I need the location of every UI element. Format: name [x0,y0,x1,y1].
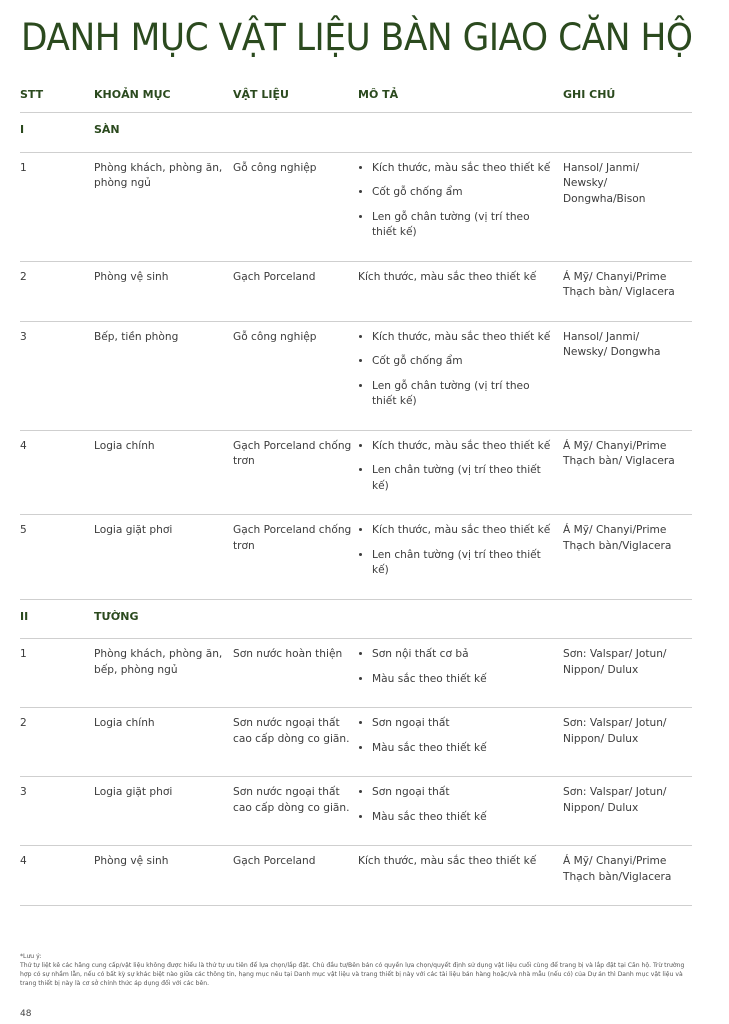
material-cell: Sơn nước ngoại thất cao cấp dòng co giãn. [233,777,358,846]
note-cell: Á Mỹ/ Chanyi/Prime Thạch bàn/Viglacera [563,846,692,906]
description-item: • Kích thước, màu sắc theo thiết kế [372,330,557,346]
description-cell: Kích thước, màu sắc theo thiết kế [358,846,563,906]
row-number: 3 [20,777,94,846]
note-cell: Sơn: Valspar/ Jotun/ Nippon/ Dulux [563,708,692,777]
item-cell: Logia chính [94,708,233,777]
description-item: • Sơn ngoại thất [372,716,557,732]
description-item: • Kích thước, màu sắc theo thiết kế [372,439,557,455]
section-label: TƯỜNG [94,599,692,639]
note-cell: Á Mỹ/ Chanyi/Prime Thạch bàn/ Viglacera [563,261,692,321]
header-note: GHI CHÚ [563,80,692,113]
material-cell: Sơn nước ngoại thất cao cấp dòng co giãn. [233,708,358,777]
footnote [20,952,690,988]
item-cell: Phòng vệ sinh [94,261,233,321]
description-item: • Len chân tường (vị trí theo thiết kế) [372,548,557,579]
description-item: • Len gỗ chân tường (vị trí theo thiết kế) [372,379,557,410]
material-cell: Gỗ công nghiệp [233,152,358,261]
row-number: 1 [20,152,94,261]
note-cell: Hansol/ Janmi/ Newsky/ Dongwha/Bison [563,152,692,261]
description-cell [358,430,563,515]
note-cell: Sơn: Valspar/ Jotun/ Nippon/ Dulux [563,777,692,846]
material-cell: Gỗ công nghiệp [233,321,358,430]
footnote-text: Thứ tự liệt kê các hãng cung cấp/vật liệu không được hiểu là thứ tự ưu tiên để lựa chọn/lắp đặt. Chủ đầu tư/Bên bán có quyền lựa chọn/quyết định sử dụng vật liệu cuối cùng để trang bị và lắp đặt tại Căn hộ. Trừ trường hợp có sự nhầm lẫn, nếu có bất kỳ sự khác biệt nào giữa các thông tin, hạng mục nêu tại Danh mục vật liệu và trang thiết bị này với các tài liệu bán hàng hoặc/và nhà mẫu (nếu có) của Dự án thì Danh mục vật liệu và trang thiết bị này là cơ sở chính thức áp dụng đối với các bên. [20,962,685,987]
item-cell: Logia giặt phơi [94,777,233,846]
table-row [20,261,692,321]
material-cell: Gạch Porceland [233,261,358,321]
description-list [358,716,557,756]
description-list [358,523,557,579]
section-row [20,113,692,153]
table-row [20,639,692,708]
table-row [20,430,692,515]
section-label: SÀN [94,113,692,153]
material-cell: Gạch Porceland chống trơn [233,515,358,600]
section-number: II [20,599,94,639]
material-cell: Gạch Porceland [233,846,358,906]
footnote-label: *Lưu ý: [20,953,42,960]
note-cell: Á Mỹ/ Chanyi/Prime Thạch bàn/ Viglacera [563,430,692,515]
page-number: 48 [20,1009,32,1019]
description-item: • Len gỗ chân tường (vị trí theo thiết kế) [372,210,557,241]
description-item: • Màu sắc theo thiết kế [372,810,557,826]
item-cell: Phòng khách, phòng ăn, phòng ngủ [94,152,233,261]
description-list [358,785,557,825]
description-item: • Kích thước, màu sắc theo thiết kế [372,161,557,177]
description-cell [358,639,563,708]
description-cell [358,515,563,600]
item-cell: Phòng vệ sinh [94,846,233,906]
table-body [20,113,692,906]
table-row [20,321,692,430]
header-item: KHOẢN MỤC [94,80,233,113]
material-cell: Sơn nước hoàn thiện [233,639,358,708]
item-cell: Logia giặt phơi [94,515,233,600]
item-cell: Logia chính [94,430,233,515]
description-item: • Len chân tường (vị trí theo thiết kế) [372,463,557,494]
description-cell [358,708,563,777]
row-number: 4 [20,430,94,515]
row-number: 3 [20,321,94,430]
description-item: • Màu sắc theo thiết kế [372,741,557,757]
item-cell: Bếp, tiền phòng [94,321,233,430]
description-list [358,161,557,241]
description-item: • Màu sắc theo thiết kế [372,672,557,688]
table-row [20,152,692,261]
header-material: VẬT LIỆU [233,80,358,113]
description-list [358,439,557,495]
description-list [358,330,557,410]
table-row [20,777,692,846]
item-cell: Phòng khách, phòng ăn, bếp, phòng ngủ [94,639,233,708]
row-number: 2 [20,261,94,321]
row-number: 2 [20,708,94,777]
table-row [20,708,692,777]
page-title: DANH MỤC VẬT LIỆU BÀN GIAO CĂN HỘ [21,16,693,59]
section-row [20,599,692,639]
note-cell: Á Mỹ/ Chanyi/Prime Thạch bàn/Viglacera [563,515,692,600]
note-cell: Hansol/ Janmi/ Newsky/ Dongwha [563,321,692,430]
description-item: • Sơn ngoại thất [372,785,557,801]
description-cell: Kích thước, màu sắc theo thiết kế [358,261,563,321]
description-cell [358,321,563,430]
description-item: • Cốt gỗ chống ẩm [372,354,557,370]
description-item: • Sơn nội thất cơ bả [372,647,557,663]
description-cell [358,152,563,261]
table-row [20,846,692,906]
table-row [20,515,692,600]
row-number: 5 [20,515,94,600]
description-item: • Kích thước, màu sắc theo thiết kế [372,523,557,539]
material-cell: Gạch Porceland chống trơn [233,430,358,515]
table-header-row [20,80,692,113]
description-item: • Cốt gỗ chống ẩm [372,185,557,201]
row-number: 4 [20,846,94,906]
section-number: I [20,113,94,153]
header-stt: STT [20,80,94,113]
materials-table [20,80,692,906]
row-number: 1 [20,639,94,708]
description-cell [358,777,563,846]
note-cell: Sơn: Valspar/ Jotun/ Nippon/ Dulux [563,639,692,708]
description-list [358,647,557,687]
header-description: MÔ TẢ [358,80,563,113]
